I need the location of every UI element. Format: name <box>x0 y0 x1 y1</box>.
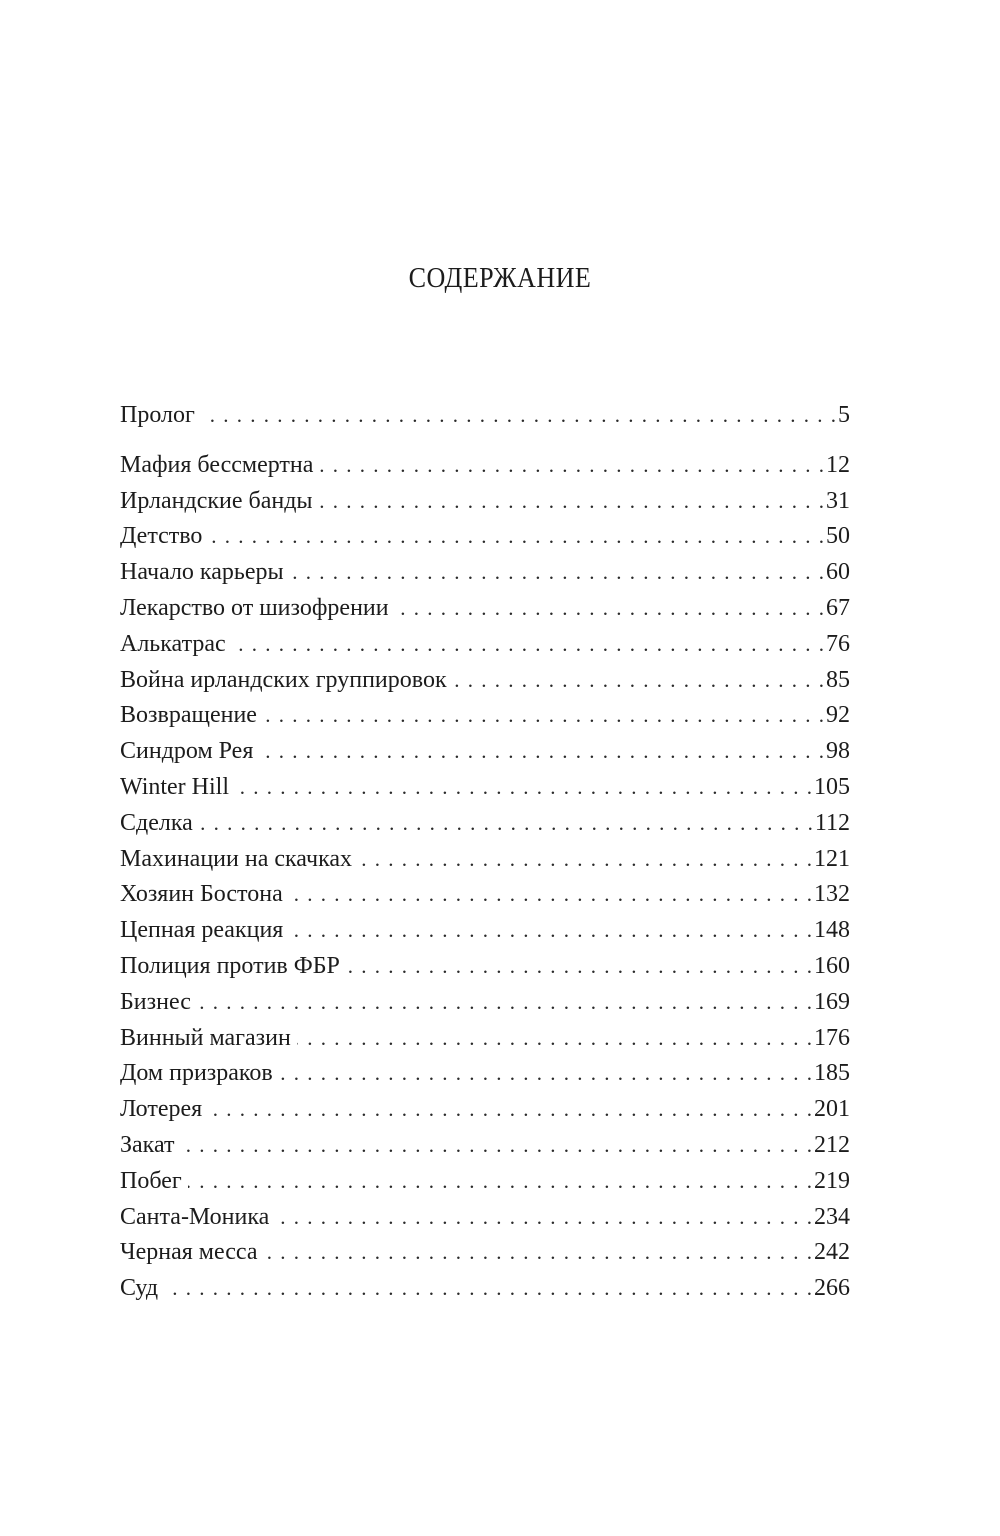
toc-entry-page: 148 <box>814 917 850 944</box>
toc-entry-page: 50 <box>826 523 850 550</box>
toc-entry[interactable] <box>120 555 850 591</box>
toc-dot-leader <box>197 985 812 1021</box>
toc-dot-leader <box>453 663 824 699</box>
toc-dot-leader <box>263 1235 812 1271</box>
toc-entry-label: Winter Hill <box>120 773 230 800</box>
toc-entry-label: Дом призраков <box>120 1060 273 1087</box>
toc-entry-page: 67 <box>826 594 850 621</box>
toc-dot-leader <box>290 555 824 591</box>
toc-dot-leader <box>232 627 824 663</box>
toc-entry-page: 121 <box>814 845 850 872</box>
toc-entry[interactable] <box>120 1056 850 1092</box>
toc-entry[interactable] <box>120 591 850 627</box>
toc-list <box>120 398 850 1307</box>
toc-entry-label: Пролог <box>120 402 195 428</box>
toc-dot-leader <box>319 484 824 520</box>
toc-dot-leader <box>188 1164 812 1200</box>
toc-entry-page: 98 <box>826 738 850 765</box>
toc-entry[interactable] <box>120 1200 850 1236</box>
toc-dot-leader <box>395 591 824 627</box>
toc-entry-label: Закат <box>120 1131 175 1158</box>
toc-entry-label: Бизнес <box>120 988 191 1015</box>
toc-dot-leader <box>208 1092 812 1128</box>
toc-entry-page: 12 <box>826 451 850 478</box>
toc-entry-label: Суд <box>120 1275 159 1302</box>
toc-entry-page: 201 <box>814 1096 850 1123</box>
toc-entry[interactable] <box>120 1128 850 1164</box>
toc-entry-label: Начало карьеры <box>120 559 284 586</box>
toc-entry-label: Черная месса <box>120 1239 258 1266</box>
toc-dot-leader <box>279 1056 812 1092</box>
toc-entry[interactable] <box>120 949 850 985</box>
toc-entry-page: 185 <box>814 1060 850 1087</box>
toc-dot-leader <box>358 842 812 878</box>
toc-entry-label: Цепная реакция <box>120 917 284 944</box>
toc-dot-leader <box>346 949 812 985</box>
toc-entry-page: 31 <box>826 487 850 514</box>
toc-entry-label: Лотерея <box>120 1096 203 1123</box>
toc-entry-label: Детство <box>120 523 203 550</box>
toc-entry-page: 212 <box>814 1131 850 1158</box>
toc-entry-label: Лекарство от шизофрении <box>120 594 389 621</box>
toc-dot-leader <box>263 698 824 734</box>
toc-entry-label: Хозяин Бостона <box>120 881 283 908</box>
toc-dot-leader <box>208 519 824 555</box>
toc-entry[interactable] <box>120 398 850 434</box>
toc-entry-label: Мафия бессмертна <box>120 451 314 478</box>
toc-dot-leader <box>235 770 812 806</box>
toc-entry-label: Сделка <box>120 809 193 836</box>
toc-entry-page: 132 <box>814 881 850 908</box>
toc-entry[interactable] <box>120 877 850 913</box>
toc-entry-page: 5 <box>838 402 850 428</box>
toc-dot-leader <box>201 398 836 434</box>
toc-entry[interactable] <box>120 1164 850 1200</box>
toc-entry[interactable] <box>120 1092 850 1128</box>
toc-dot-leader <box>164 1271 812 1307</box>
toc-entry-label: Синдром Рея <box>120 738 254 765</box>
toc-entry[interactable] <box>120 663 850 699</box>
toc-entry[interactable] <box>120 770 850 806</box>
toc-entry[interactable] <box>120 734 850 770</box>
toc-entry-label: Алькатрас <box>120 630 226 657</box>
toc-entry-page: 176 <box>814 1024 850 1051</box>
toc-entry[interactable] <box>120 1271 850 1307</box>
toc-entry[interactable] <box>120 519 850 555</box>
toc-entry-label: Винный магазин <box>120 1024 291 1051</box>
toc-entry-page: 219 <box>814 1167 850 1194</box>
toc-entry-page: 266 <box>814 1275 850 1302</box>
toc-dot-leader <box>297 1021 812 1057</box>
toc-entry-page: 105 <box>814 773 850 800</box>
toc-entry-page: 85 <box>826 666 850 693</box>
toc-dot-leader <box>275 1200 812 1236</box>
toc-dot-leader <box>181 1128 813 1164</box>
toc-entry-label: Ирландские банды <box>120 487 313 514</box>
toc-entry-page: 112 <box>814 809 850 836</box>
toc-entry-page: 242 <box>814 1239 850 1266</box>
toc-entry-label: Санта-Моника <box>120 1203 270 1230</box>
toc-entry-label: Полиция против ФБР <box>120 952 340 979</box>
toc-entry-page: 234 <box>814 1203 850 1230</box>
toc-entry[interactable] <box>120 806 850 842</box>
toc-entry-page: 92 <box>826 702 850 729</box>
toc-dot-leader <box>199 806 813 842</box>
toc-entry-label: Побег <box>120 1167 182 1194</box>
toc-entry-page: 160 <box>814 952 850 979</box>
toc-entry[interactable] <box>120 448 850 484</box>
toc-dot-leader <box>259 734 824 770</box>
toc-dot-leader <box>289 913 812 949</box>
toc-entry[interactable] <box>120 842 850 878</box>
toc-entry-page: 169 <box>814 988 850 1015</box>
toc-title: СОДЕРЖАНИЕ <box>408 262 592 294</box>
toc-entry[interactable] <box>120 1235 850 1271</box>
toc-entry-page: 76 <box>826 630 850 657</box>
toc-entry-label: Возвращение <box>120 702 257 729</box>
toc-entry-label: Махинации на скачках <box>120 845 353 872</box>
toc-dot-leader <box>289 877 812 913</box>
toc-entry[interactable] <box>120 1021 850 1057</box>
toc-entry[interactable] <box>120 698 850 734</box>
toc-entry[interactable] <box>120 913 850 949</box>
toc-dot-leader <box>319 448 824 484</box>
toc-entry[interactable] <box>120 627 850 663</box>
toc-entry-label: Война ирландских группировок <box>120 666 447 693</box>
toc-entry-page: 60 <box>826 559 850 586</box>
toc-entry[interactable] <box>120 985 850 1021</box>
toc-entry[interactable] <box>120 484 850 520</box>
